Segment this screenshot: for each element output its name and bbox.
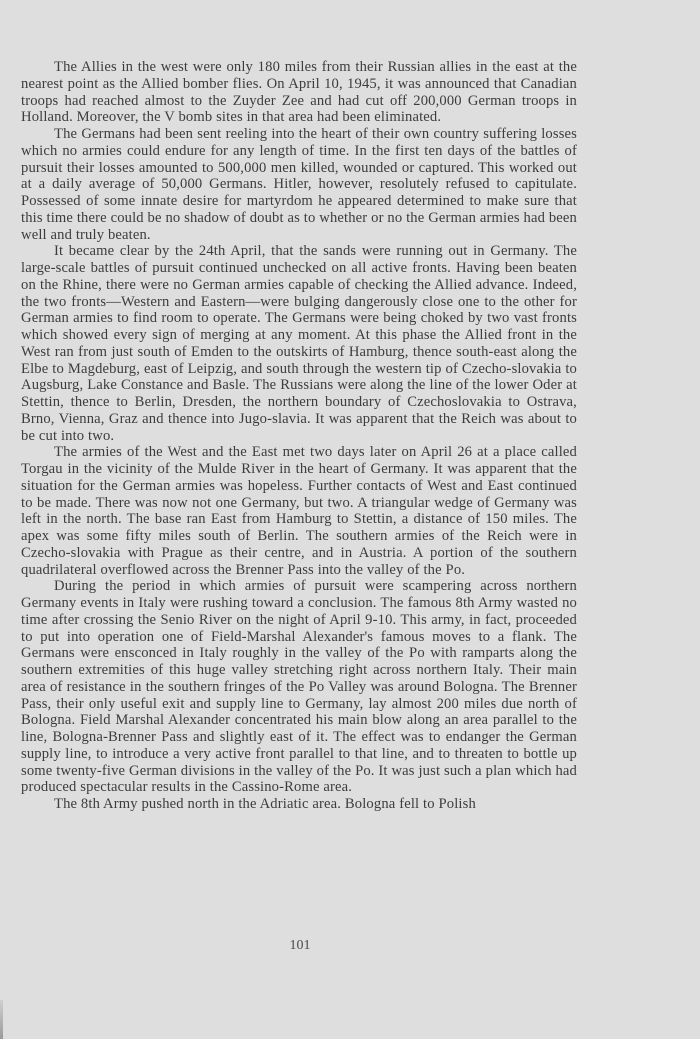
page-number: 101 [289,938,311,953]
paragraph-4: The armies of the West and the East met two days later on April 26 at a place called Torgau in the vicinity of the Mulde River in the heart of Germany. It was apparent that the situation for the German armies was hopeless. Further contacts of West and East continued to be made. There was now not one Germany, but two. A triangular wedge of Germany was left in the north. The base ran East from Hamburg to Stettin, a distance of 150 miles. The apex was some fifty miles south of Berlin. The southern armies of the Reich were in Czecho-slovakia with Prague as their centre, and in Austria. A portion of the southern quadrilateral overflowed across the Brenner Pass into the valley of the Po. [21,444,577,578]
page-edge-shadow [0,1000,3,1039]
paragraph-5: During the period in which armies of pursuit were scampering across northern Germany events in Italy were rushing toward a conclusion. The famous 8th Army wasted no time after crossing the Senio River on the night of April 9-10. This army, in fact, proceeded to put into operation one of Field-Marshal Alexander's famous moves to a flank. The Germans were ensconced in Italy roughly in the valley of the Po with ramparts along the southern extremities of this huge valley stretching right across northern Italy. Their main area of resistance in the southern fringes of the Po Valley was around Bologna. The Brenner Pass, their only useful exit and supply line to Germany, lay almost 200 miles due north of Bologna. Field Marshal Alexander concentrated his main blow along an area parallel to the line, Bologna-Brenner Pass and slightly east of it. The effect was to endanger the German supply line, to introduce a very active front parallel to that line, and to threaten to bottle up some twenty-five German divisions in the valley of the Po. It was just such a plan which had produced spectacular results in the Cassino-Rome area. [21,578,577,796]
paragraph-3: It became clear by the 24th April, that the sands were running out in Germany. The large-scale battles of pursuit continued unchecked on all active fronts. Having been beaten on the Rhine, there were no German armies capable of checking the Allied advance. Indeed, the two fronts—Western and Eastern—were bulging dangerously close one to the other for German armies to find room to operate. The Germans were being choked by two vast fronts which showed every sign of merging at any moment. At this phase the Allied front in the West ran from just south of Emden to the outskirts of Hamburg, thence south-east along the Elbe to Magdeburg, east of Leipzig, and south through the western tip of Czecho-slovakia to Augsburg, Lake Constance and Basle. The Russians were along the line of the lower Oder at Stettin, thence to Berlin, Dresden, the northern boundary of Czechoslovakia to Ostrava, Brno, Vienna, Graz and thence into Jugo-slavia. It was apparent that the Reich was about to be cut into two. [21,243,577,444]
paragraph-2: The Germans had been sent reeling into the heart of their own country suffering losses which no armies could endure for any length of time. In the first ten days of the battles of pursuit their losses amounted to 500,000 men killed, wounded or captured. This worked out at a daily average of 50,000 Germans. Hitler, however, resolutely refused to capitulate. Possessed of some innate desire for martyrdom he appeared determined to make sure that this time there could be no shadow of doubt as to whether or no the German armies had been well and truly beaten. [21,126,577,243]
body-text [21,59,577,813]
paragraph-6: The 8th Army pushed north in the Adriatic area. Bologna fell to Polish [54,796,476,812]
paragraph-1: The Allies in the west were only 180 miles from their Russian allies in the east at the nearest point as the Allied bomber flies. On April 10, 1945, it was announced that Canadian troops had reached almost to the Zuyder Zee and had cut off 200,000 German troops in Holland. Moreover, the V bomb sites in that area had been eliminated. [21,59,577,126]
